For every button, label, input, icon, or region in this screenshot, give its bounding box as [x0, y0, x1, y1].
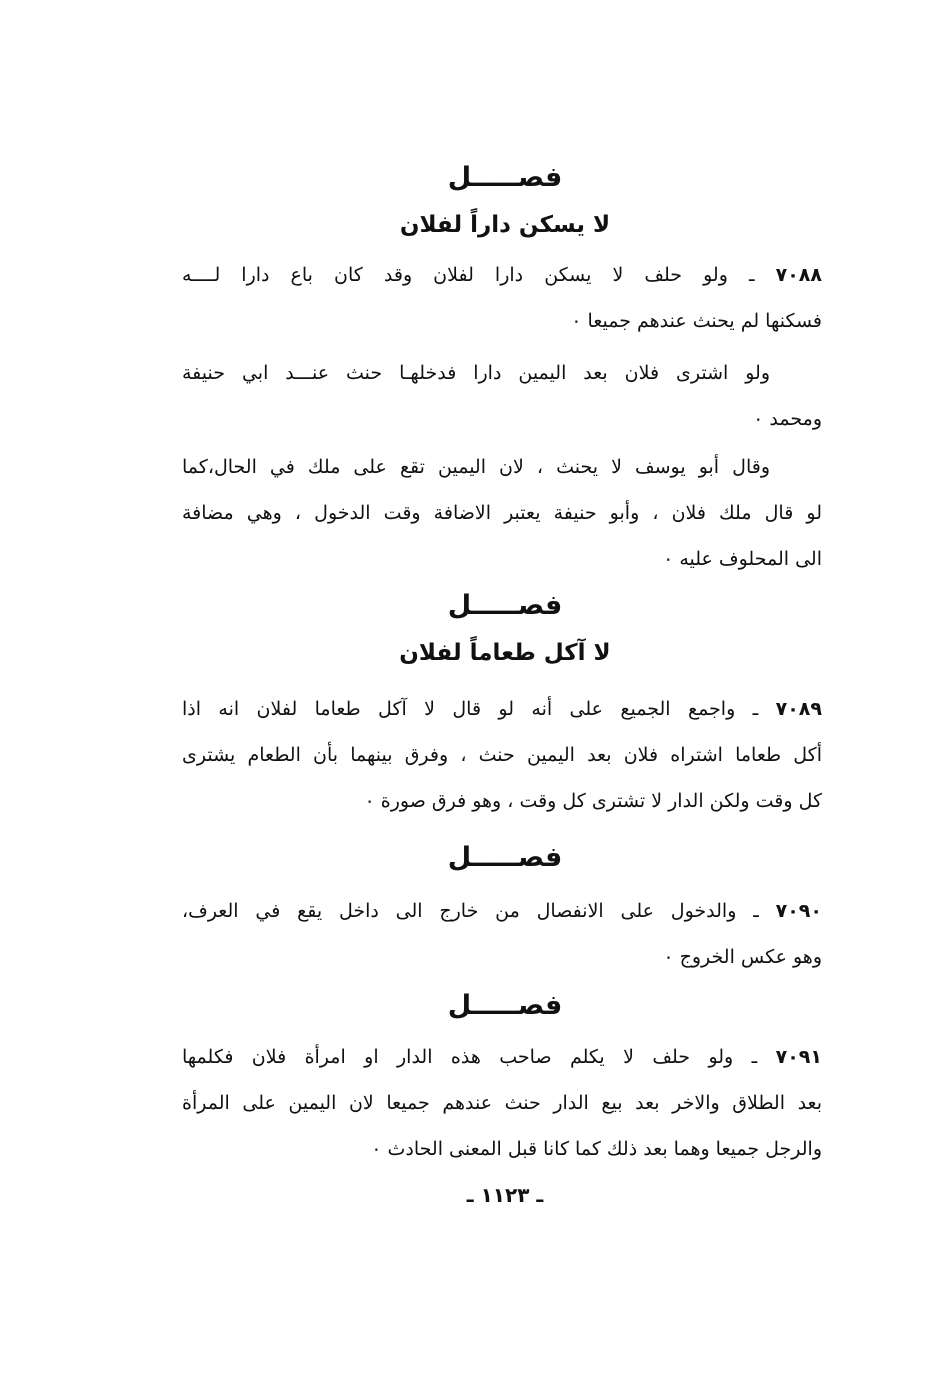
paragraph-7091: [182, 1034, 822, 1172]
section-subtitle: لا آكل طعاماً لفلان: [399, 640, 611, 666]
paragraph-7090: [182, 888, 822, 980]
section-subtitle: لا يسكن داراً لفلان: [399, 212, 611, 238]
section-heading-fasl: فصـــــل: [447, 590, 563, 621]
paragraph-line: ومحمد ٠: [753, 408, 822, 430]
paragraph-line: ٧٠٩٠ ـ والدخول على الانفصال من خارج الى داخل يقع في العرف،: [182, 900, 822, 922]
paragraph-number: ٧٠٨٩: [775, 698, 822, 720]
paragraph-line: لو قال ملك فلان ، وأبو حنيفة يعتبر الاضافة وقت الدخول ، وهي مضافة: [182, 502, 822, 524]
page-number: ـ ١١٢٣ ـ: [466, 1183, 544, 1207]
paragraph: [182, 350, 822, 442]
paragraph-line: وقال أبو يوسف لا يحنث ، لان اليمين تقع على ملك في الحال،كما: [182, 456, 770, 478]
paragraph-number: ٧٠٩١: [775, 1046, 822, 1068]
paragraph-line: كل وقت ولكن الدار لا تشترى كل وقت ، وهو فرق صورة ٠: [364, 790, 822, 812]
paragraph-7088: [182, 252, 822, 344]
paragraph-line: ولو اشترى فلان بعد اليمين دارا فدخلهـا حنث عنـــد ابي حنيفة: [182, 362, 770, 384]
section-heading-fasl: فصـــــل: [447, 842, 563, 873]
paragraph-line: بعد الطلاق والاخر بعد بيع الدار حنث عندهم جميعا لان اليمين على المرأة: [182, 1092, 822, 1114]
paragraph-line: ٧٠٨٨ ـ ولو حلف لا يسكن دارا لفلان وقد كان باع دارا لــــه: [182, 264, 822, 286]
paragraph-7089: [182, 686, 822, 824]
paragraph-line: والرجل جميعا وهما بعد ذلك كما كانا قبل المعنى الحادث ٠: [371, 1138, 822, 1160]
paragraph-line: أكل طعاما اشتراه فلان بعد اليمين حنث ، وفرق بينهما بأن الطعام يشترى: [182, 744, 822, 766]
paragraph-number: ٧٠٨٨: [775, 264, 822, 286]
section-heading-fasl: فصـــــل: [447, 162, 563, 193]
paragraph-line: ٧٠٨٩ ـ واجمع الجميع على أنه لو قال لا آكل طعاما لفلان انه اذا: [182, 698, 822, 720]
paragraph-line: ٧٠٩١ ـ ولو حلف لا يكلم صاحب هذه الدار او امرأة فلان فكلمها: [182, 1046, 822, 1068]
paragraph: [182, 444, 822, 582]
paragraph-line: وهو عكس الخروج ٠: [663, 946, 822, 968]
section-heading-fasl: فصـــــل: [447, 990, 563, 1021]
paragraph-line: فسكنها لم يحنث عندهم جميعا ٠: [571, 310, 822, 332]
paragraph-number: ٧٠٩٠: [775, 900, 822, 922]
paragraph-line: الى المحلوف عليه ٠: [663, 548, 822, 570]
